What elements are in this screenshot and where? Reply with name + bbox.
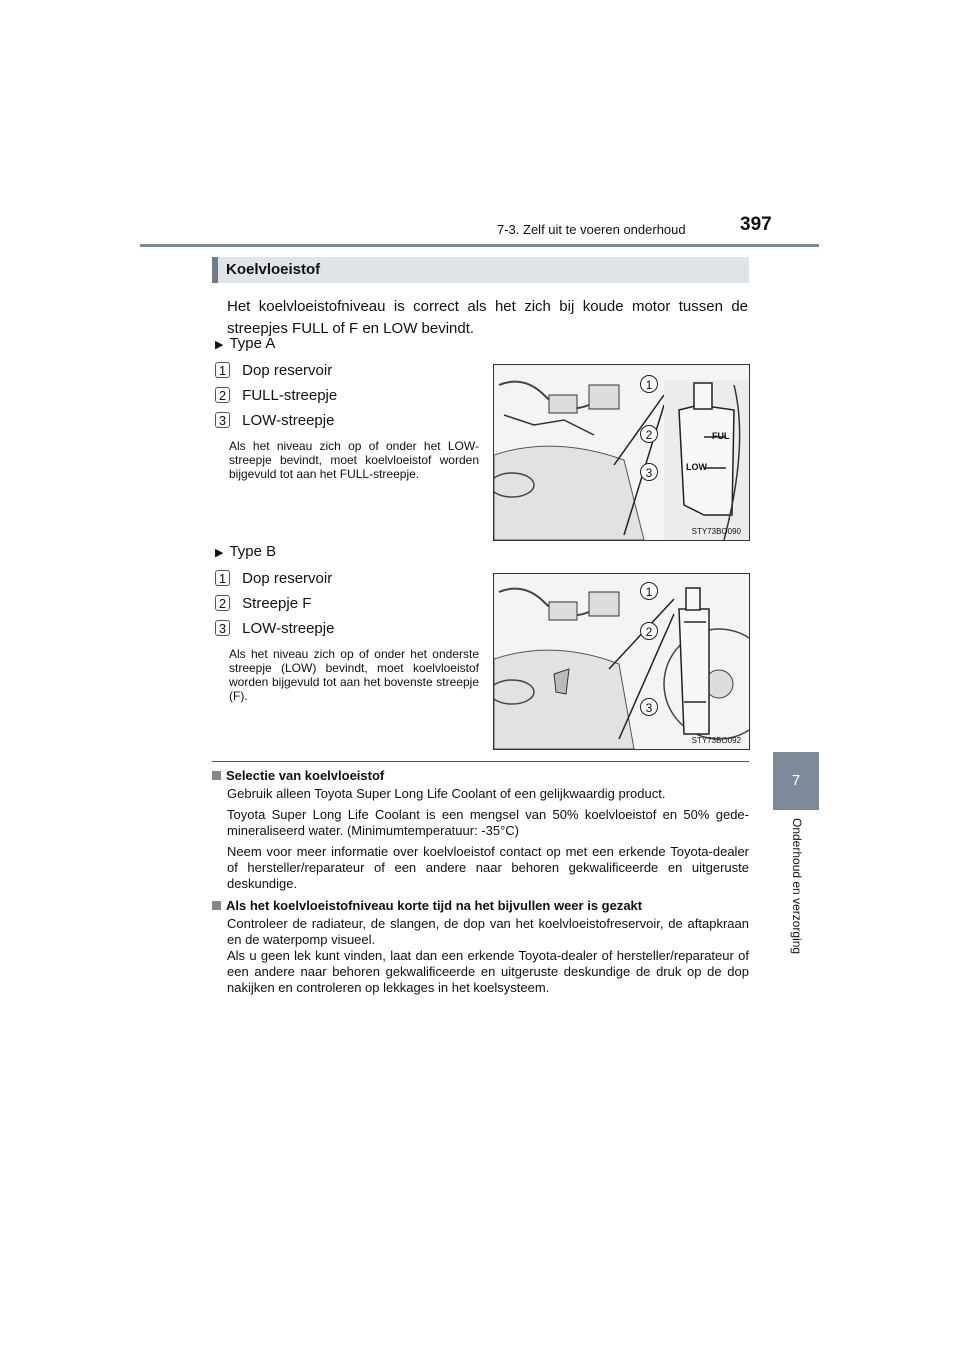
page-number: 397: [740, 214, 772, 235]
engine-bay-illustration: [494, 365, 749, 540]
header-rule: [140, 244, 819, 247]
info-heading: [212, 898, 749, 913]
figure-type-a: [493, 364, 750, 541]
list-item: [215, 595, 311, 612]
item-number: 2: [215, 595, 230, 611]
full-mark-label: FUL: [712, 431, 730, 441]
type-b-note: Als het niveau zich op of onder het onderste streepje (LOW) bevindt, moet koelvloeistof worden bijgevuld tot aan het bovenste streepje (F).: [229, 647, 479, 703]
figure-code: STY73BO092: [691, 736, 741, 745]
type-a-label: Type A: [229, 335, 276, 352]
arrow-right-icon: ▶: [215, 339, 224, 351]
section-title: Koelvloeistof: [226, 261, 321, 278]
callout-1: 1: [640, 582, 658, 600]
list-item: [215, 362, 332, 379]
info-heading-text: Selectie van koelvloeistof: [226, 768, 385, 783]
info-heading: [212, 768, 749, 783]
chapter-title: Onderhoud en verzorging: [790, 818, 804, 955]
info-paragraph: Gebruik alleen Toyota Super Long Life Coolant of een gelijkwaardig product.: [227, 786, 666, 801]
item-text: Dop reservoir: [242, 570, 333, 587]
section-divider: [212, 761, 749, 762]
callout-3: 3: [640, 698, 658, 716]
item-number: 3: [215, 412, 230, 428]
item-number: 3: [215, 620, 230, 636]
item-text: Streepje F: [242, 595, 312, 612]
callout-2: 2: [640, 425, 658, 443]
type-a-note: Als het niveau zich op of onder het LOW-streepje bevindt, moet koelvloeistof worden bijgevuld tot aan het FULL-streepje.: [229, 439, 479, 481]
figure-type-b: [493, 573, 750, 750]
item-text: Dop reservoir: [242, 362, 333, 379]
section-heading-bar: [212, 257, 749, 283]
info-heading-text: Als het koelvloeistofniveau korte tijd na het bijvullen weer is gezakt: [226, 898, 643, 913]
type-a-heading: [215, 335, 275, 352]
item-number: 1: [215, 362, 230, 378]
square-bullet-icon: [212, 771, 221, 780]
square-bullet-icon: [212, 901, 221, 910]
callout-3: 3: [640, 463, 658, 481]
callout-1: 1: [640, 375, 658, 393]
chapter-tab: 7: [773, 752, 819, 810]
type-b-label: Type B: [229, 543, 277, 560]
item-text: LOW-streepje: [242, 620, 335, 637]
item-number: 2: [215, 387, 230, 403]
type-b-heading: [215, 543, 276, 560]
item-text: FULL-streepje: [242, 387, 338, 404]
running-header: 7-3. Zelf uit te voeren onderhoud: [497, 222, 686, 237]
figure-code: STY73BO090: [691, 527, 741, 536]
info-paragraph: Neem voor meer informatie over koelvloeistof contact op met een erkende Toyota-dealer of hersteller/reparateur of een andere naar behoren gekwalificeerde en uitgeruste deskundige.: [227, 844, 749, 891]
list-item: [215, 620, 334, 637]
low-mark-label: LOW: [686, 462, 707, 472]
section-bar-marker: [212, 257, 218, 283]
info-paragraph: Controleer de radiateur, de slangen, de dop van het koelvloeistofreservoir, de aftapkraan en de waterpomp visueel. Als u geen lek kunt vinden, laat dan een erkende Toyota-dealer of hersteller/reparateur of een andere naar behoren gekwalificeerde en uitgeruste deskundige de druk op de dop nakijken en controleren op lekkages in het koelsysteem.: [227, 916, 749, 995]
list-item: [215, 387, 337, 404]
info-paragraph: Toyota Super Long Life Coolant is een mengsel van 50% koelvloeistof en 50% gedemineraliseerd water. (Minimumtemperatuur: -35°C): [227, 807, 749, 838]
intro-paragraph: Het koelvloeistofniveau is correct als het zich bij koude motor tussen de streepjes FULL of F en LOW bevindt.: [227, 298, 748, 337]
item-number: 1: [215, 570, 230, 586]
engine-bay-illustration: [494, 574, 749, 749]
arrow-right-icon: ▶: [215, 547, 224, 559]
item-text: LOW-streepje: [242, 412, 335, 429]
list-item: [215, 570, 332, 587]
list-item: [215, 412, 334, 429]
info-section: [212, 768, 749, 996]
callout-2: 2: [640, 622, 658, 640]
